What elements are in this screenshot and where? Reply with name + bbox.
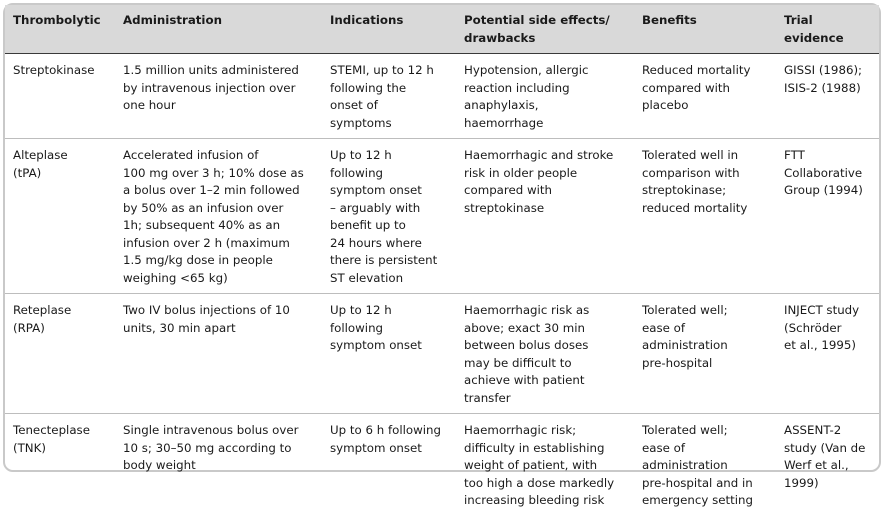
cell-line: Haemorrhagic risk as bbox=[464, 303, 590, 317]
cell-administration bbox=[115, 294, 322, 414]
cell-line: administration bbox=[642, 458, 728, 472]
cell-line: Up to 6 h following bbox=[330, 423, 441, 437]
cell-line: 24 hours where bbox=[330, 235, 422, 250]
header-indications: Indications bbox=[322, 5, 456, 54]
cell-line: Werf et al., bbox=[784, 458, 849, 472]
cell-side-effects bbox=[456, 414, 634, 516]
header-administration: Administration bbox=[115, 5, 322, 54]
cell-line: compared with bbox=[464, 183, 553, 197]
cell-administration bbox=[115, 139, 322, 294]
cell-line: Reteplase bbox=[13, 303, 72, 317]
cell-line: units, 30 min apart bbox=[123, 320, 236, 335]
cell-line: 10 s; 30–50 mg according to bbox=[123, 440, 292, 455]
header-thrombolytic: Thrombolytic bbox=[5, 5, 115, 54]
cell-line: weighing <65 kg) bbox=[123, 270, 228, 285]
cell-line: comparison with bbox=[642, 165, 740, 180]
cell-benefits bbox=[634, 54, 776, 139]
cell-line: compared with bbox=[642, 80, 731, 95]
cell-line: FTT bbox=[784, 148, 805, 162]
cell-indications bbox=[322, 294, 456, 414]
cell-side-effects bbox=[456, 139, 634, 294]
cell-line: (tPA) bbox=[13, 165, 42, 180]
header-side-effects: Potential side effects/ drawbacks bbox=[456, 5, 634, 54]
cell-line: (TNK) bbox=[13, 440, 46, 455]
cell-line: pre-hospital and in bbox=[642, 475, 753, 490]
cell-thrombolytic bbox=[5, 414, 115, 516]
cell-line: – arguably with bbox=[330, 200, 421, 215]
cell-indications bbox=[322, 54, 456, 139]
cell-line: Tolerated well; bbox=[642, 303, 728, 317]
cell-line: haemorrhage bbox=[464, 115, 544, 130]
cell-line: GISSI (1986); bbox=[784, 63, 863, 77]
cell-line: there is persistent bbox=[330, 253, 438, 267]
cell-line: anaphylaxis, bbox=[464, 98, 539, 112]
cell-benefits bbox=[634, 414, 776, 516]
cell-line: transfer bbox=[464, 390, 511, 405]
cell-administration bbox=[115, 414, 322, 516]
cell-line: onset of bbox=[330, 98, 378, 112]
cell-benefits bbox=[634, 294, 776, 414]
cell-line: emergency setting bbox=[642, 493, 753, 507]
cell-line: 1999) bbox=[784, 475, 819, 490]
cell-line: ISIS-2 (1988) bbox=[784, 80, 861, 95]
cell-line: may be difficult to bbox=[464, 355, 572, 370]
cell-indications bbox=[322, 414, 456, 516]
cell-line: administration bbox=[642, 338, 728, 352]
cell-line: (Schröder bbox=[784, 320, 842, 335]
cell-line: symptom onset bbox=[330, 338, 422, 352]
cell-line: ease of bbox=[642, 320, 686, 335]
cell-line: Accelerated infusion of bbox=[123, 148, 259, 162]
cell-line: Hypotension, allergic bbox=[464, 63, 589, 77]
cell-line: Streptokinase bbox=[13, 63, 95, 77]
table-row bbox=[5, 54, 879, 139]
header-benefits: Benefits bbox=[634, 5, 776, 54]
table-header bbox=[5, 5, 879, 54]
cell-line: between bolus doses bbox=[464, 338, 589, 352]
cell-line: Up to 12 h bbox=[330, 303, 392, 317]
cell-trial-evidence bbox=[776, 139, 879, 294]
cell-trial-evidence bbox=[776, 54, 879, 139]
cell-line: 100 mg over 3 h; 10% dose as bbox=[123, 165, 304, 180]
cell-trial-evidence bbox=[776, 294, 879, 414]
cell-line: symptom onset bbox=[330, 183, 422, 197]
cell-line: Two IV bolus injections of 10 bbox=[123, 303, 290, 317]
cell-line: weight of patient, with bbox=[464, 458, 598, 472]
cell-line: above; exact 30 min bbox=[464, 320, 586, 335]
cell-line: increasing bleeding risk bbox=[464, 493, 605, 507]
cell-trial-evidence bbox=[776, 414, 879, 516]
cell-line: ease of bbox=[642, 440, 686, 455]
cell-line: too high a dose markedly bbox=[464, 475, 615, 490]
cell-line: symptoms bbox=[330, 115, 392, 130]
cell-line: Single intravenous bolus over bbox=[123, 423, 299, 437]
cell-line: ASSENT-2 bbox=[784, 423, 842, 437]
cell-line: placebo bbox=[642, 98, 689, 112]
cell-line: streptokinase bbox=[464, 200, 545, 215]
cell-side-effects bbox=[456, 294, 634, 414]
cell-line: pre-hospital bbox=[642, 355, 713, 370]
cell-line: following bbox=[330, 165, 384, 180]
cell-line: Haemorrhagic and stroke bbox=[464, 148, 614, 162]
cell-line: et al., 1995) bbox=[784, 338, 857, 352]
cell-line: body weight bbox=[123, 458, 196, 472]
cell-line: Reduced mortality bbox=[642, 63, 751, 77]
cell-line: Group (1994) bbox=[784, 183, 863, 197]
cell-line: ST elevation bbox=[330, 270, 404, 285]
cell-thrombolytic bbox=[5, 294, 115, 414]
cell-administration bbox=[115, 54, 322, 139]
cell-line: by intravenous injection over bbox=[123, 80, 296, 95]
cell-line: Collaborative bbox=[784, 165, 863, 180]
cell-line: reaction including bbox=[464, 80, 570, 95]
cell-line: symptom onset bbox=[330, 440, 422, 455]
cell-line: reduced mortality bbox=[642, 200, 748, 215]
table-row bbox=[5, 414, 879, 516]
cell-thrombolytic bbox=[5, 139, 115, 294]
cell-line: streptokinase; bbox=[642, 183, 727, 197]
cell-thrombolytic bbox=[5, 54, 115, 139]
cell-line: risk in older people bbox=[464, 165, 578, 180]
cell-line: difficulty in establishing bbox=[464, 440, 605, 455]
cell-line: benefit up to bbox=[330, 218, 406, 232]
cell-line: INJECT study bbox=[784, 303, 860, 317]
cell-line: by 50% as an infusion over bbox=[123, 200, 284, 215]
cell-line: following the bbox=[330, 80, 407, 95]
cell-line: STEMI, up to 12 h bbox=[330, 63, 434, 77]
cell-line: 1.5 mg/kg dose in people bbox=[123, 253, 273, 267]
cell-side-effects bbox=[456, 54, 634, 139]
cell-line: Up to 12 h bbox=[330, 148, 392, 162]
cell-line: (RPA) bbox=[13, 320, 45, 335]
cell-benefits bbox=[634, 139, 776, 294]
cell-line: Haemorrhagic risk; bbox=[464, 423, 577, 437]
cell-line: infusion over 2 h (maximum bbox=[123, 235, 290, 250]
cell-line: 1h; subsequent 40% as an bbox=[123, 218, 281, 232]
header-trial-evidence: Trial evidence bbox=[776, 5, 879, 54]
cell-line: Tolerated well; bbox=[642, 423, 728, 437]
table-frame bbox=[3, 3, 881, 507]
cell-line: study (Van de bbox=[784, 440, 866, 455]
cell-indications bbox=[322, 139, 456, 294]
cell-line: achieve with patient bbox=[464, 373, 585, 387]
cell-line: Tenecteplase bbox=[13, 423, 90, 437]
thrombolytics-table bbox=[5, 5, 879, 516]
cell-line: 1.5 million units administered bbox=[123, 63, 299, 77]
header-row bbox=[5, 5, 879, 54]
table-row bbox=[5, 139, 879, 294]
table-body bbox=[5, 54, 879, 516]
cell-line: one hour bbox=[123, 98, 176, 112]
table-row bbox=[5, 294, 879, 414]
cell-line: a bolus over 1–2 min followed bbox=[123, 183, 300, 197]
cell-line: following bbox=[330, 320, 384, 335]
cell-line: Alteplase bbox=[13, 148, 68, 162]
cell-line: Tolerated well in bbox=[642, 148, 739, 162]
